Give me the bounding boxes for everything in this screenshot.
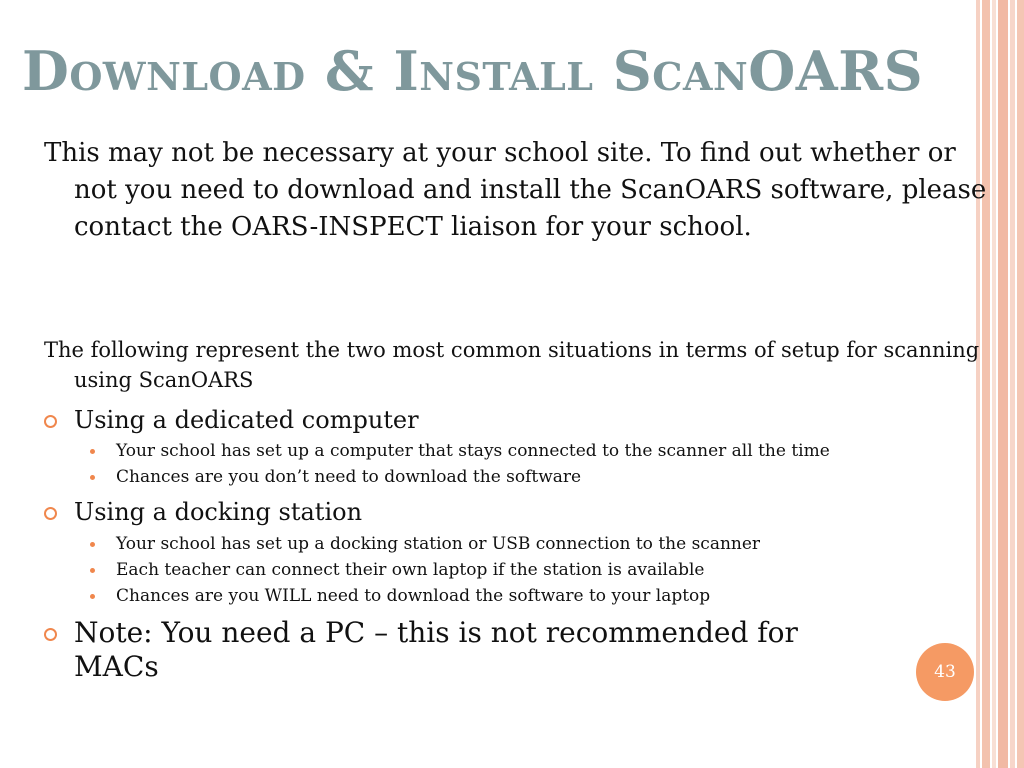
- intro-paragraph: This may not be necessary at your school site. To find out whether or not you need to download and install the ScanOARS software, please contact the OARS-INSPECT liaison for your school.: [44, 138, 987, 242]
- list-item-text: Each teacher can connect their own laptop if the station is available: [116, 560, 705, 580]
- page-number: 43: [934, 662, 956, 682]
- ring-bullet-icon: [44, 415, 57, 428]
- list-item-text: Chances are you WILL need to download the software to your laptop: [116, 586, 711, 606]
- dot-bullet-icon: [90, 594, 95, 599]
- list-item: [90, 557, 960, 583]
- dot-bullet-icon: [90, 542, 95, 547]
- section-heading-text: Using a docking station: [74, 498, 363, 526]
- list-item-text: Your school has set up a docking station or USB connection to the scanner: [116, 534, 761, 554]
- list-item: [90, 583, 960, 609]
- dot-bullet-icon: [90, 475, 95, 480]
- ring-bullet-icon: [44, 628, 57, 641]
- ring-bullet-icon: [44, 507, 57, 520]
- dot-bullet-icon: [90, 449, 95, 454]
- section-heading-dedicated-computer: [44, 404, 964, 436]
- list-item-text: Your school has set up a computer that stays connected to the scanner all the time: [116, 441, 830, 461]
- list-item: [90, 464, 960, 490]
- slide-title: Download & Install ScanOARS: [22, 39, 924, 103]
- list-item-text: Chances are you don’t need to download the software: [116, 467, 582, 487]
- section-heading-text: Using a dedicated computer: [74, 406, 419, 434]
- section-heading-docking-station: [44, 496, 964, 528]
- note-item: [44, 616, 874, 684]
- decorative-stripe: [1010, 0, 1015, 768]
- decorative-stripe: [998, 0, 1008, 768]
- list-item: [90, 438, 960, 464]
- decorative-stripe: [1017, 0, 1024, 768]
- dot-bullet-icon: [90, 568, 95, 573]
- list-item: [90, 531, 960, 557]
- lead-paragraph: The following represent the two most common situations in terms of setup for scanning using ScanOARS: [44, 338, 980, 392]
- note-text: Note: You need a PC – this is not recommended for MACs: [74, 616, 798, 683]
- page-number-badge: [916, 643, 974, 701]
